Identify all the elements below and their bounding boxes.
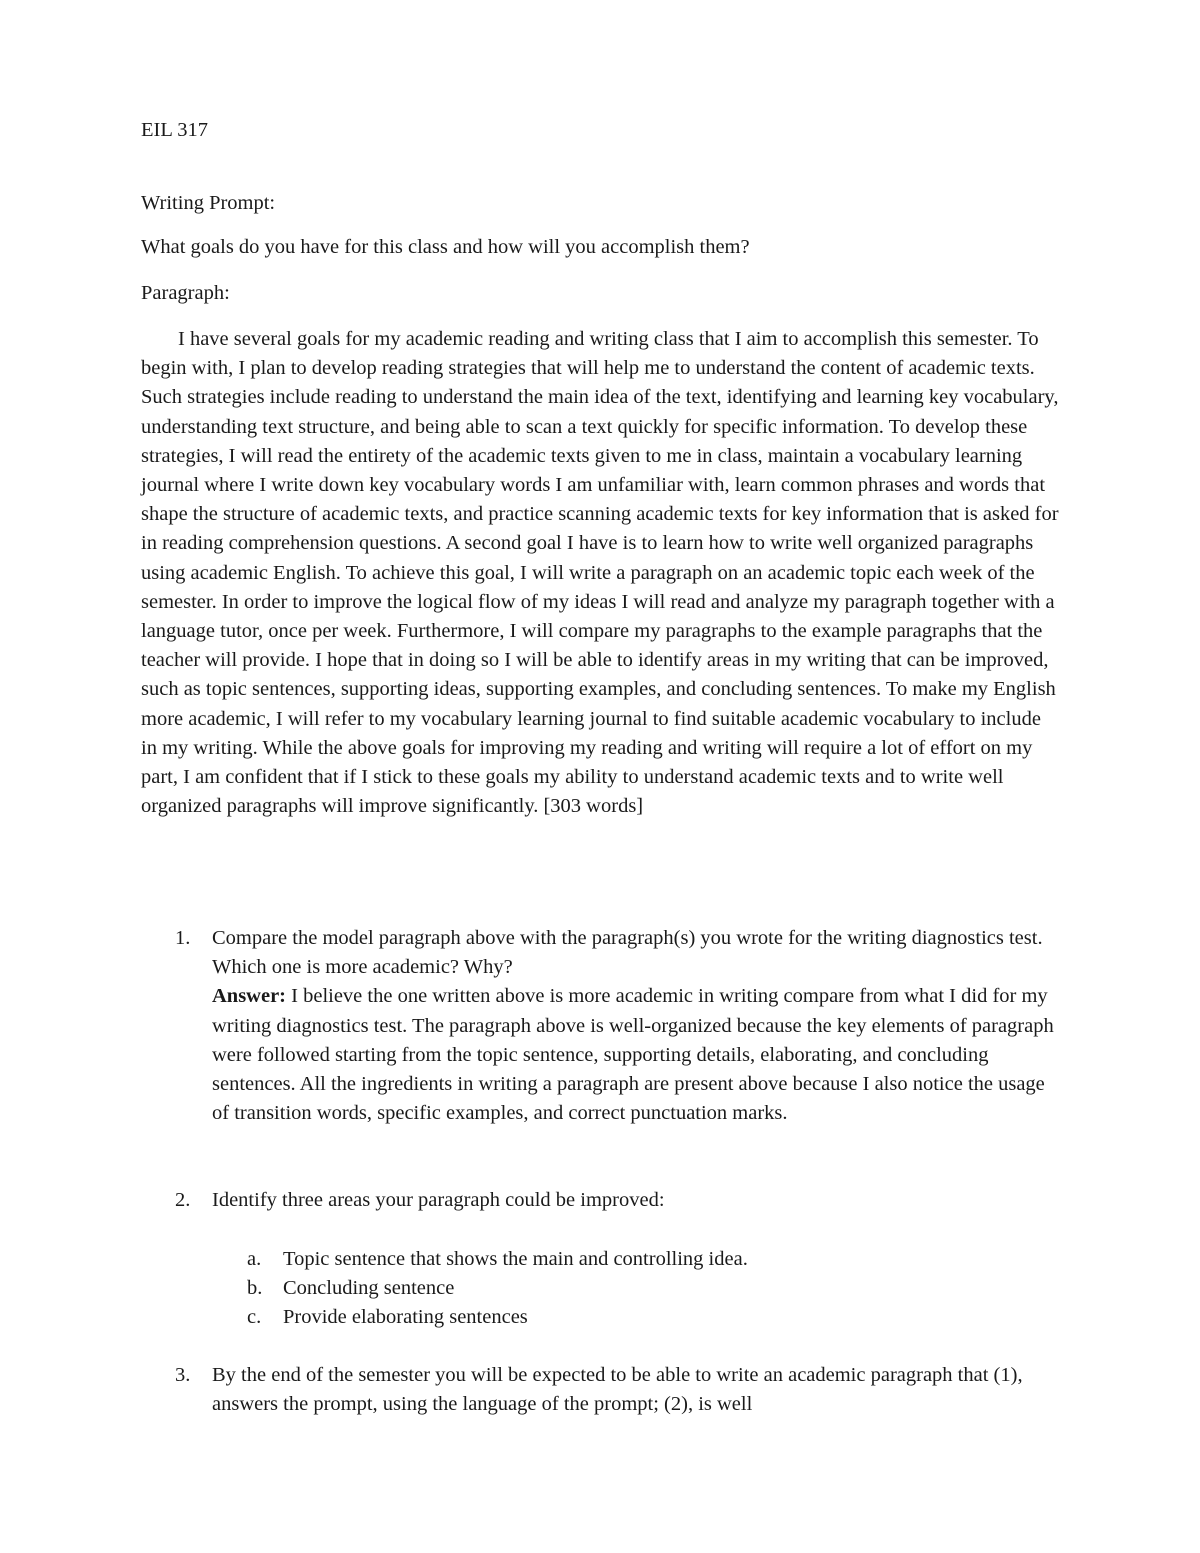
answer-label: Answer: <box>212 985 287 1008</box>
question-3-text: By the end of the semester you will be expected to be able to write an academic paragraph that (1), answers the prompt, using the language of the prompt; (2), is well <box>212 1364 1023 1416</box>
question-1-number: 1. <box>175 927 191 949</box>
question-1-text: Compare the model paragraph above with the paragraph(s) you wrote for the writing diagnostics test. Which one is more academic? Why? <box>212 927 1043 979</box>
list-item-letter: b. <box>247 1277 263 1299</box>
question-3-number: 3. <box>175 1364 191 1386</box>
question-1 <box>212 924 1062 1128</box>
paragraph-heading: Paragraph: <box>141 282 230 304</box>
course-code: EIL 317 <box>141 119 208 141</box>
list-item-letter: c. <box>247 1306 262 1328</box>
list-item: Provide elaborating sentences <box>283 1306 528 1328</box>
answer-text: I believe the one written above is more academic in writing compare from what I did for my writing diagnostics test. The paragraph above is well-organized because the key elements of paragraph were followed starting from the topic sentence, supporting details, elaborating, and concluding sentences. All the ingredients in writing a paragraph are present above because I also notice the usage of transition words, specific examples, and correct punctuation marks. <box>212 985 1054 1125</box>
question-2-number: 2. <box>175 1189 191 1211</box>
model-paragraph: I have several goals for my academic reading and writing class that I aim to accomplish this semester. To begin with, I plan to develop reading strategies that will help me to understand the content of academic texts. Such strategies include reading to understand the main idea of the text, identifying and learning key vocabulary, understanding text structure, and being able to scan a text quickly for specific information. To develop these strategies, I will read the entirety of the academic texts given to me in class, maintain a vocabulary learning journal where I write down key vocabulary words I am unfamiliar with, learn common phrases and words that shape the structure of academic texts, and practice scanning academic texts for key information that is asked for in reading comprehension questions. A second goal I have is to learn how to write well organized paragraphs using academic English. To achieve this goal, I will write a paragraph on an academic topic each week of the semester. In order to improve the logical flow of my ideas I will read and analyze my paragraph together with a language tutor, once per week. Furthermore, I will compare my paragraphs to the example paragraphs that the teacher will provide. I hope that in doing so I will be able to identify areas in my writing that can be improved, such as topic sentences, supporting ideas, supporting examples, and concluding sentences. To make my English more academic, I will refer to my vocabulary learning journal to find suitable academic vocabulary to include in my writing. While the above goals for improving my reading and writing will require a lot of effort on my part, I am confident that if I stick to these goals my ability to understand academic texts and to write well organized paragraphs will improve significantly. [303 words] <box>141 328 1059 818</box>
prompt-heading: Writing Prompt: <box>141 192 276 214</box>
question-2-text: Identify three areas your paragraph could be improved: <box>212 1189 665 1211</box>
prompt-question: What goals do you have for this class and how will you accomplish them? <box>141 236 750 258</box>
list-item: Concluding sentence <box>283 1277 455 1299</box>
list-item-letter: a. <box>247 1248 262 1270</box>
list-item: Topic sentence that shows the main and controlling idea. <box>283 1248 748 1270</box>
